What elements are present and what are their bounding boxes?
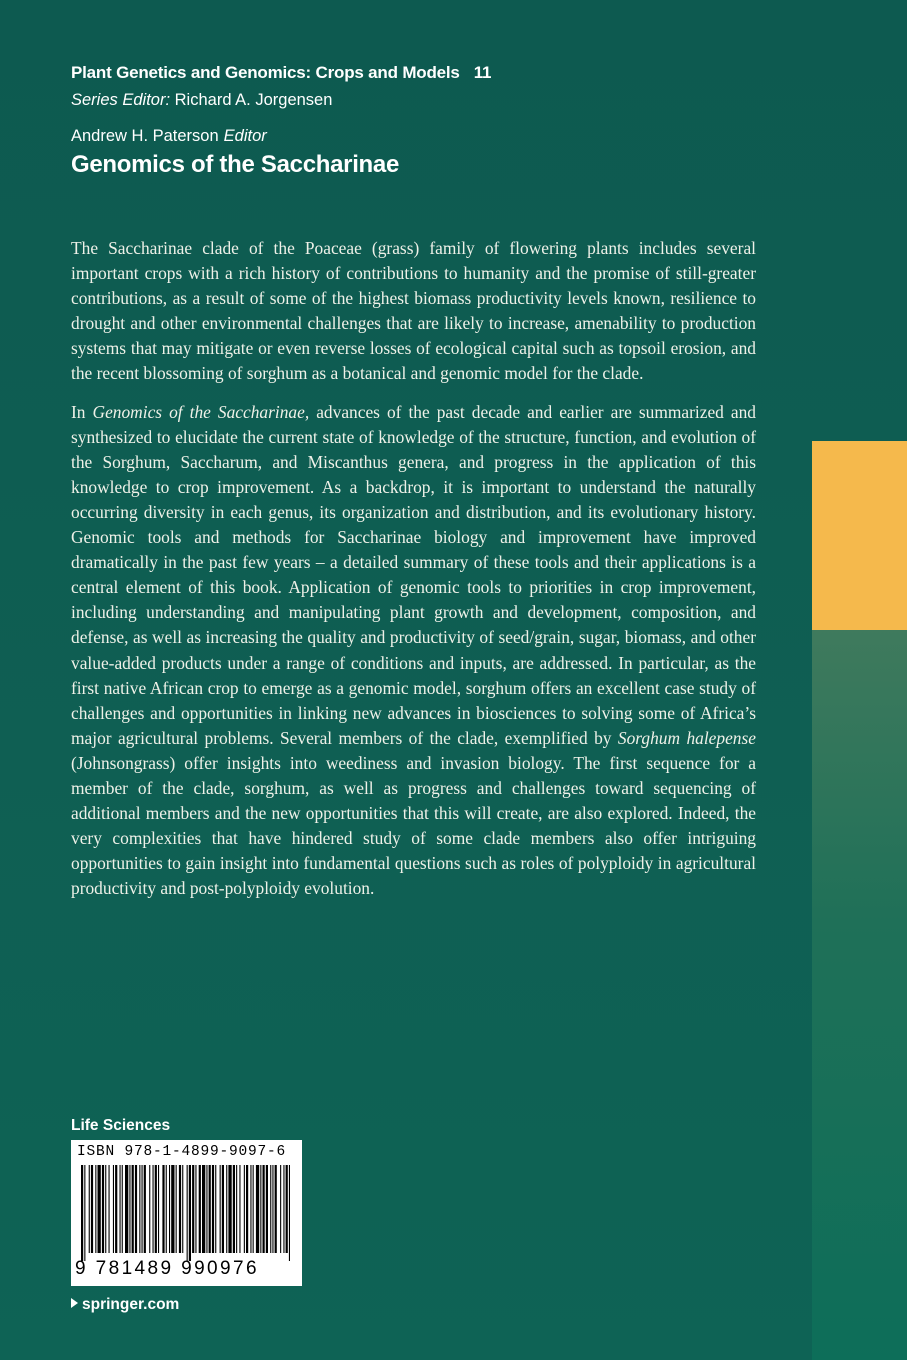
barcode-bar — [95, 1165, 96, 1253]
barcode-bar — [179, 1165, 181, 1253]
blurb-lead: In — [71, 401, 93, 422]
barcode-bar — [228, 1165, 231, 1253]
arrow-right-icon — [71, 1298, 78, 1308]
barcode-bar — [149, 1165, 150, 1253]
barcode-bar — [280, 1165, 281, 1253]
barcode-bar — [236, 1165, 237, 1253]
barcode-bar — [98, 1165, 101, 1253]
barcode-bar — [226, 1165, 227, 1253]
barcode-bar — [195, 1165, 196, 1253]
barcode-bar — [115, 1165, 117, 1253]
book-title: Genomics of the Saccharinae — [71, 151, 400, 178]
barcode-bars — [79, 1165, 294, 1261]
publisher-url: springer.com — [82, 1296, 180, 1313]
barcode-bar — [289, 1165, 290, 1261]
barcode-bar — [162, 1165, 164, 1253]
series-volume: 11 — [473, 63, 492, 82]
barcode-bar — [135, 1165, 137, 1253]
barcode-bar — [158, 1165, 159, 1253]
editor-name: Andrew H. Paterson — [71, 127, 219, 145]
ean-digits: 9 781489 990976 — [75, 1258, 259, 1279]
barcode-bar — [283, 1165, 284, 1253]
barcode-bar — [275, 1165, 277, 1253]
isbn-barcode — [71, 1140, 302, 1286]
barcode-bar — [192, 1165, 194, 1253]
barcode-bar — [125, 1165, 128, 1253]
series-editor-label: Series Editor: — [71, 91, 171, 109]
barcode-bar — [272, 1165, 273, 1253]
green-accent-band — [812, 630, 907, 1360]
barcode-bar — [144, 1165, 146, 1253]
barcode-bar — [263, 1165, 265, 1253]
barcode-bar — [266, 1165, 268, 1253]
barcode-bar — [109, 1165, 110, 1253]
series-title: Plant Genetics and Genomics: Crops and Models — [71, 63, 460, 82]
barcode-bar — [89, 1165, 90, 1253]
category-label: Life Sciences — [71, 1117, 171, 1134]
series-editor-name: Richard A. Jorgensen — [174, 91, 333, 109]
blurb-text-part-2: (Johnsongrass) offer insights into weediness and invasion biology. The first sequence for a member of the clade, sorghum, as well as progress and challenges toward sequencing of additional members and the new opportunities that this will create, are also explored. Indeed, the very complexities that have hindered study of some clade members also offer intriguing opportunities to gain insight into fundamental questions such as roles of polyploidy in agricultural productivity and post-polyploidy evolution. — [71, 752, 756, 899]
barcode-bar — [244, 1165, 245, 1253]
barcode-bar — [142, 1165, 143, 1253]
barcode-bar — [199, 1165, 201, 1253]
blurb-species-name: Sorghum halepense — [617, 727, 756, 748]
barcode-bar — [176, 1165, 177, 1253]
barcode-bar — [132, 1165, 134, 1253]
barcode-bar — [102, 1165, 104, 1253]
barcode-bar — [153, 1165, 154, 1253]
barcode-bar — [129, 1165, 130, 1253]
barcode-bar — [270, 1165, 271, 1253]
barcode-bar — [81, 1165, 83, 1261]
barcode-bar — [286, 1165, 288, 1253]
barcode-bar — [169, 1165, 170, 1253]
series-editor-line — [71, 86, 791, 114]
barcode-bar — [222, 1165, 224, 1253]
barcode-bar — [250, 1165, 251, 1253]
barcode-bar — [209, 1165, 211, 1253]
barcode-bar — [253, 1165, 254, 1253]
barcode-bar — [215, 1165, 216, 1253]
editor-label: Editor — [223, 127, 267, 145]
publisher-link[interactable] — [71, 1296, 179, 1314]
barcode-bar — [171, 1165, 174, 1253]
blurb-text-part-1: advances of the past decade and earlier are summarized and synthesized to elucidate the current state of knowledge of the structure, function, and evolution of the Sorghum, Saccharum, and Miscanthus genera, and progress in the application of this knowledge to crop improvement. As a backdrop, it is important to understand the naturally occurring diversity in each genus, its organization and distribution, and its evolutionary history. Genomic tools and methods for Saccharinae biology and improvement have improved dramatically in the past few years – a detailed summary of these tools and their applications is a central element of this book. Application of genomic tools to priorities in crop improvement, including understanding and manipulating plant growth and development, composition, and defense, as well as increasing the quality and productivity of seed/grain, sugar, biomass, and other value-added products under a range of conditions and inputs, are addressed. In particular, as the first native African crop to emerge as a genomic model, sorghum offers an excellent case study of challenges and opportunities in linking new advances in biosciences to solving some of Africa’s major agricultural problems. Several members of the clade, exemplified by — [71, 401, 756, 748]
barcode-bar — [139, 1165, 140, 1253]
barcode-bar — [166, 1165, 167, 1253]
barcode-bar — [212, 1165, 214, 1253]
barcode-bar — [260, 1165, 261, 1253]
blurb-paragraph-2 — [71, 400, 756, 902]
cover-header — [71, 60, 791, 182]
blurb-book-title: Genomics of the Saccharinae, — [92, 401, 310, 422]
blurb-paragraph-1: The Saccharinae clade of the Poaceae (grass) family of flowering plants includes several important crops with a rich history of contributions to humanity and the promise of still-greater contributions, as a result of some of the highest biomass productivity levels known, resilience to drought and other environmental challenges that are likely to increase, amenability to production systems that may mitigate or even reverse losses of ecological capital such as topsoil erosion, and the recent blossoming of sorghum as a botanical and genomic model for the clade. — [71, 238, 756, 384]
barcode-bar — [91, 1165, 93, 1253]
editor-line — [71, 124, 791, 148]
barcode-bar — [187, 1165, 188, 1261]
series-line — [71, 60, 791, 86]
barcode-bar — [120, 1165, 121, 1253]
barcode-bar — [122, 1165, 123, 1253]
barcode-bar — [206, 1165, 207, 1253]
barcode-bar — [202, 1165, 205, 1253]
barcode-bar — [246, 1165, 248, 1253]
blurb — [71, 236, 756, 914]
barcode-bar — [233, 1165, 235, 1253]
barcode-bar — [189, 1165, 191, 1261]
orange-accent-band — [812, 441, 907, 630]
barcode-bar — [84, 1165, 85, 1261]
barcode-bar — [239, 1165, 240, 1253]
barcode-bar — [113, 1165, 114, 1253]
barcode-bar — [182, 1165, 183, 1253]
barcode-bar — [220, 1165, 221, 1253]
barcode-bar — [155, 1165, 157, 1253]
isbn-label: ISBN 978-1-4899-9097-6 — [77, 1144, 287, 1160]
barcode-bar — [256, 1165, 259, 1253]
barcode-bar — [105, 1165, 106, 1253]
